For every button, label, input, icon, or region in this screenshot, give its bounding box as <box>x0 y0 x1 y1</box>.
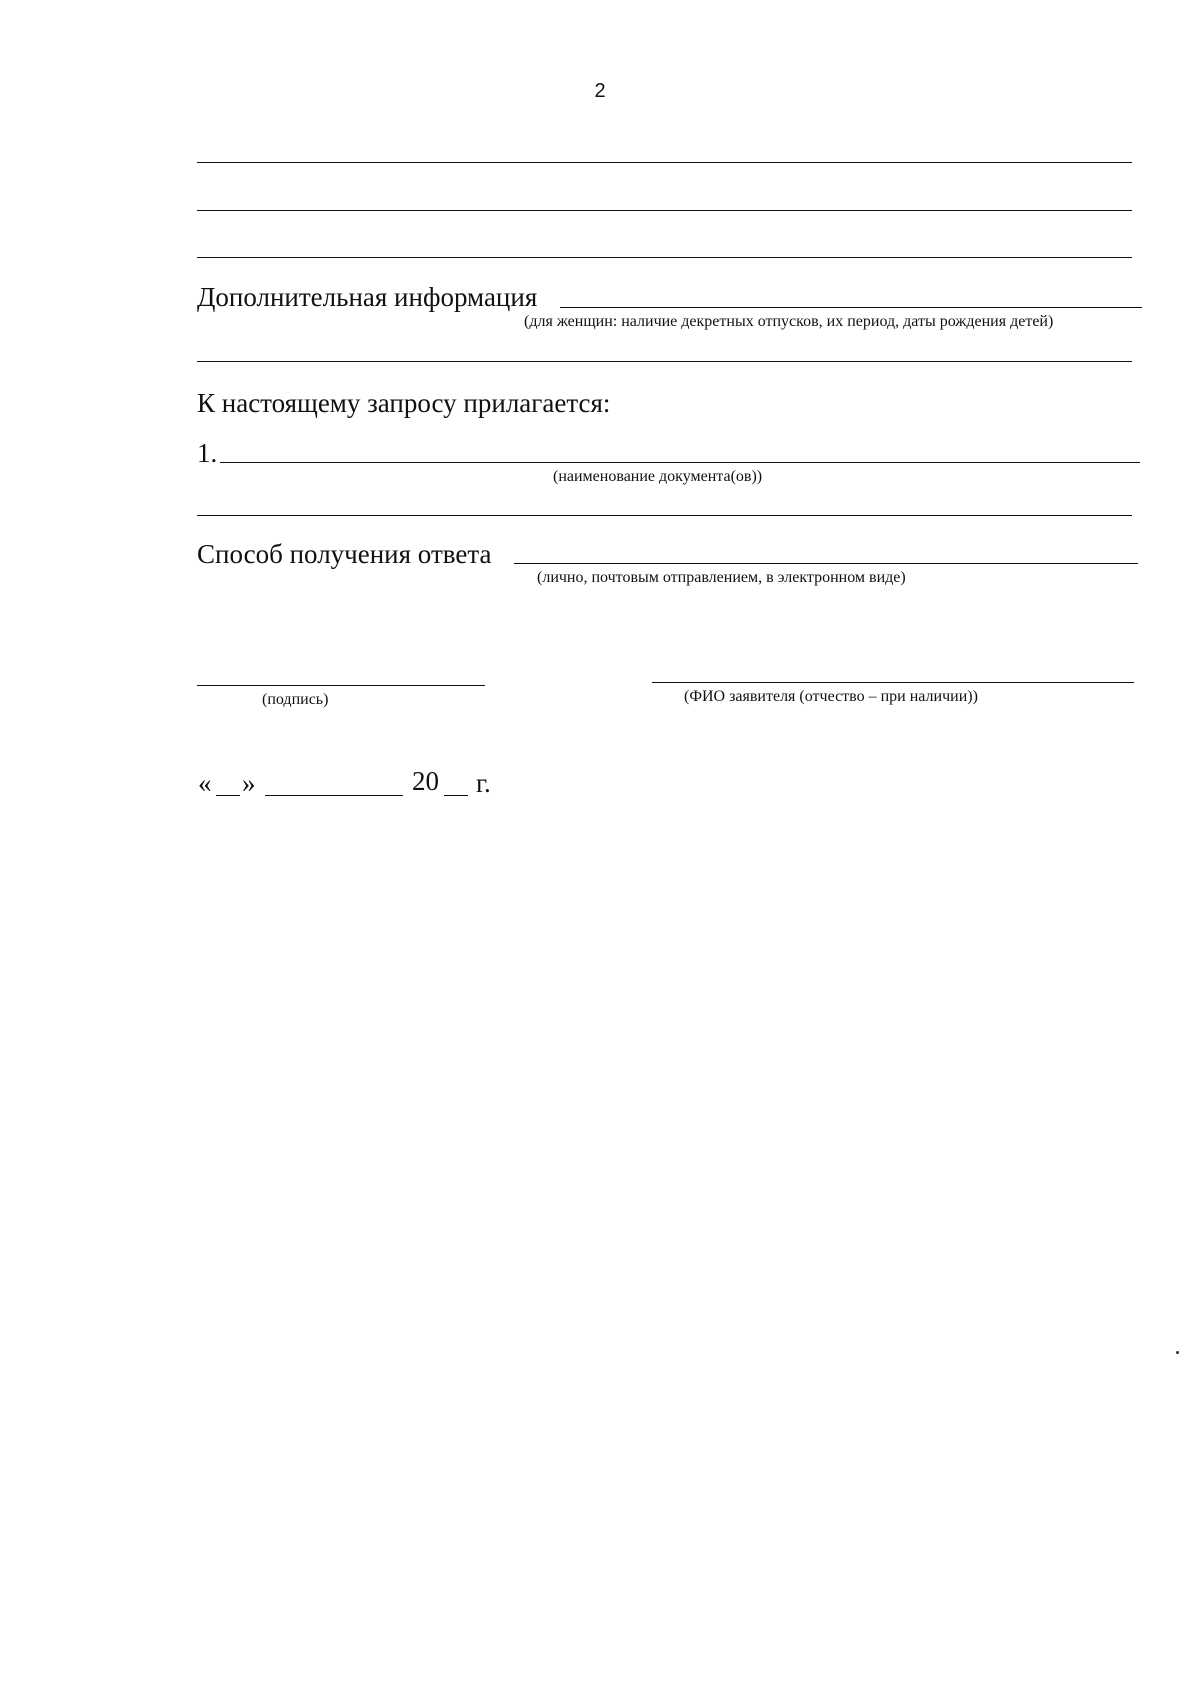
signature-hint: (подпись) <box>262 691 329 708</box>
blank-line-3[interactable] <box>197 257 1132 258</box>
attachment-item-field[interactable] <box>220 462 1140 463</box>
signature-field[interactable] <box>197 685 485 686</box>
additional-info-hint: (для женщин: наличие декретных отпусков, их период, даты рождения детей) <box>524 313 1054 330</box>
attachments-heading: К настоящему запросу прилагается: <box>197 388 611 418</box>
date-year-suffix: г. <box>476 768 491 798</box>
scan-speck <box>1176 1351 1179 1354</box>
blank-line-1[interactable] <box>197 162 1132 163</box>
additional-info-field[interactable] <box>560 307 1142 308</box>
attachment-item-hint: (наименование документа(ов)) <box>553 468 763 485</box>
date-close-quote: » <box>242 768 256 798</box>
date-day-field[interactable] <box>216 795 240 796</box>
response-method-field[interactable] <box>514 563 1138 564</box>
attachment-item-number: 1. <box>197 438 218 468</box>
date-year-field[interactable] <box>444 795 468 796</box>
page-number: 2 <box>594 80 606 102</box>
response-method-hint: (лично, почтовым отправлением, в электронном виде) <box>537 569 906 586</box>
attachment-extra-line[interactable] <box>197 515 1132 516</box>
response-method-label: Способ получения ответа <box>197 539 492 569</box>
date-month-field[interactable] <box>265 795 403 796</box>
applicant-name-hint: (ФИО заявителя (отчество – при наличии)) <box>684 688 978 705</box>
additional-info-extra-line[interactable] <box>197 361 1132 362</box>
date-open-quote: « <box>198 768 212 798</box>
applicant-name-field[interactable] <box>652 682 1134 683</box>
date-century: 20 <box>412 766 439 796</box>
blank-line-2[interactable] <box>197 210 1132 211</box>
additional-info-label: Дополнительная информация <box>197 282 538 312</box>
